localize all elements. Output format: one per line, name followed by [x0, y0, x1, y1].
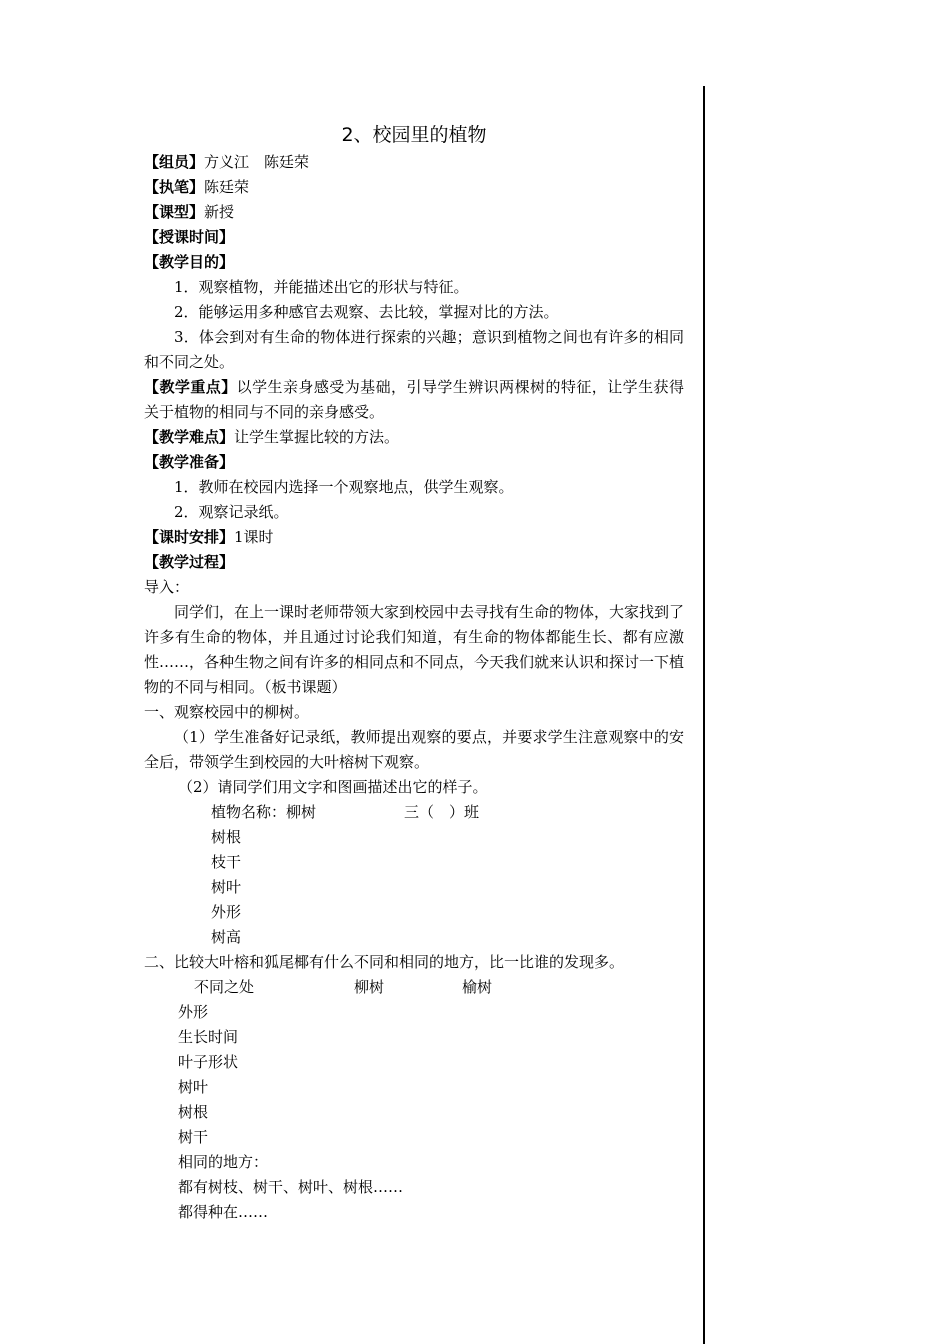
- margin-divider-line: [703, 86, 705, 1344]
- class-label: 三（ ）班: [404, 803, 480, 821]
- difficulty-row: [144, 425, 684, 450]
- intro-paragraph: 同学们，在上一课时老师带领大家到校园中去寻找有生命的物体，大家找到了许多有生命的物体，并且通过讨论我们知道，有生命的物体都能生长、都有应激性……，各种生物之间有许多的相同点和不同点，今天我们就来认识和探讨一下植物的不同与相同。（板书课题）: [144, 603, 685, 696]
- plant-name-row: [144, 800, 684, 825]
- difficulty-text: 让学生掌握比较的方法。: [234, 428, 400, 446]
- observation-item: 树高: [211, 928, 242, 946]
- key-point-paragraph: [144, 375, 684, 425]
- compare-col-a: 柳树: [354, 978, 385, 996]
- process-label: 【教学过程】: [144, 553, 235, 571]
- goal-heading: [144, 250, 684, 275]
- time-label: 【授课时间】: [144, 228, 235, 246]
- prep-heading: [144, 450, 684, 475]
- prep-label: 【教学准备】: [144, 453, 235, 471]
- goal-label: 【教学目的】: [144, 253, 235, 271]
- page-title: 2、校园里的植物: [341, 124, 487, 146]
- section2-heading: 二、比较大叶榕和狐尾椰有什么不同和相同的地方，比一比谁的发现多。: [144, 953, 625, 971]
- plant-name-label: 植物名称：柳树: [211, 803, 317, 821]
- goal-item: 1．观察植物，并能描述出它的形状与特征。: [174, 278, 469, 296]
- same-label: 相同的地方：: [178, 1153, 269, 1171]
- difficulty-label: 【教学难点】: [144, 428, 235, 446]
- writer-row: [144, 175, 684, 200]
- goal-item: 3．体会到对有生命的物体进行探索的兴趣；意识到植物之间也有许多的相同和不同之处。: [144, 328, 684, 371]
- process-heading: [144, 550, 684, 575]
- compare-row: 叶子形状: [178, 1053, 239, 1071]
- same-item: 都有树枝、树干、树叶、树根……: [178, 1178, 404, 1196]
- observation-item: 枝干: [211, 853, 242, 871]
- type-row: [144, 200, 684, 225]
- key-point-label: 【教学重点】: [144, 378, 237, 396]
- compare-row: 树干: [178, 1128, 209, 1146]
- writer-value: 陈廷荣: [204, 178, 250, 196]
- compare-row: 树叶: [178, 1078, 209, 1096]
- section1-step2: （2）请同学们用文字和图画描述出它的样子。: [178, 778, 488, 796]
- prep-item: 2．观察记录纸。: [174, 503, 289, 521]
- compare-col-diff: 不同之处: [194, 978, 255, 996]
- compare-col-b: 榆树: [462, 978, 493, 996]
- compare-row: 外形: [178, 1003, 209, 1021]
- group-value: 方义江 陈廷荣: [204, 153, 310, 171]
- lesson-plan-document: [144, 120, 684, 1225]
- observation-item: 外形: [211, 903, 242, 921]
- hours-label: 【课时安排】: [144, 528, 235, 546]
- section1-step1: （1）学生准备好记录纸，教师提出观察的要点，并要求学生注意观察中的安全后，带领学生到校园的大叶榕树下观察。: [144, 728, 684, 771]
- group-row: [144, 150, 684, 175]
- time-row: [144, 225, 684, 250]
- group-label: 【组员】: [144, 153, 205, 171]
- hours-row: [144, 525, 684, 550]
- prep-item: 1．教师在校园内选择一个观察地点，供学生观察。: [174, 478, 514, 496]
- compare-header-row: [144, 975, 684, 1000]
- type-label: 【课型】: [144, 203, 205, 221]
- compare-row: 生长时间: [178, 1028, 239, 1046]
- type-value: 新授: [204, 203, 235, 221]
- same-item: 都得种在……: [178, 1203, 269, 1221]
- goal-item: 2．能够运用多种感官去观察、去比较，掌握对比的方法。: [174, 303, 559, 321]
- writer-label: 【执笔】: [144, 178, 205, 196]
- key-point-text: 以学生亲身感受为基础，引导学生辨识两棵树的特征，让学生获得关于植物的相同与不同的亲身感受。: [144, 378, 684, 421]
- compare-row: 树根: [178, 1103, 209, 1121]
- intro-label: 导入：: [144, 578, 190, 596]
- hours-value: 1课时: [234, 528, 274, 546]
- observation-item: 树根: [211, 828, 242, 846]
- observation-item: 树叶: [211, 878, 242, 896]
- section1-heading: 一、观察校园中的柳树。: [144, 703, 310, 721]
